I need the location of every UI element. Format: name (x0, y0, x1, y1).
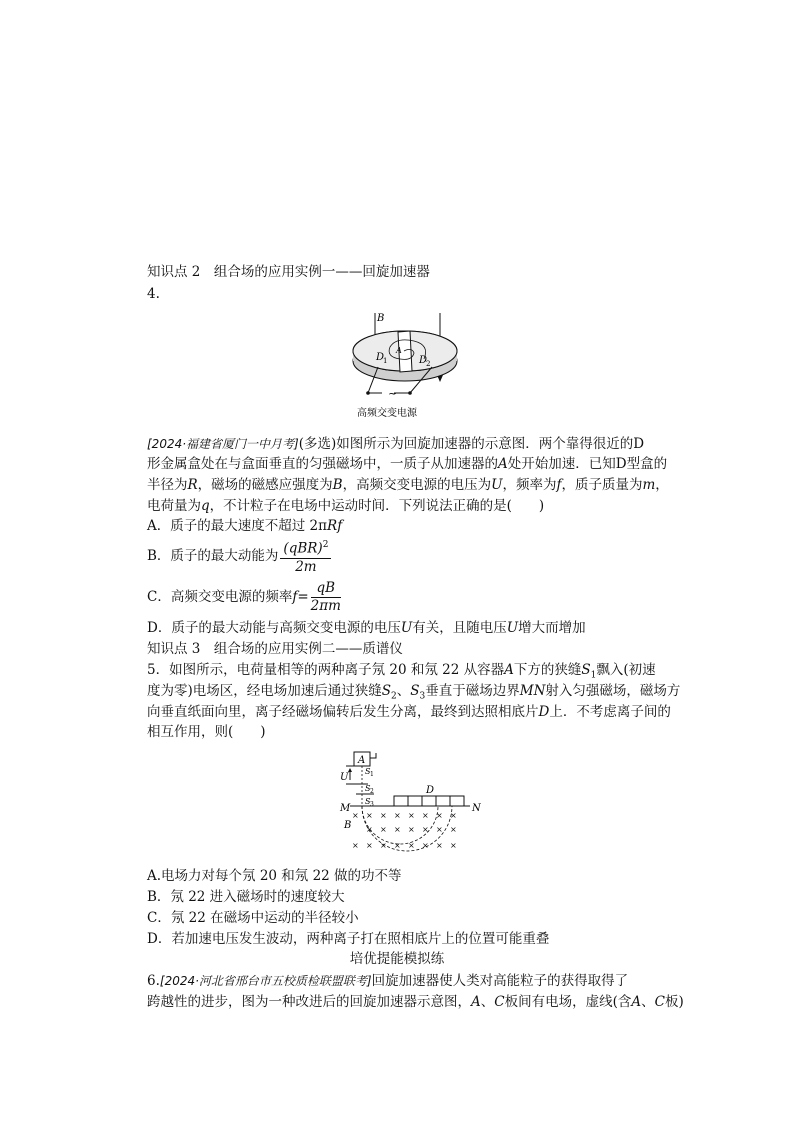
ac-symbol: ~ (388, 387, 398, 400)
svg-text:×: × (422, 811, 429, 820)
q4-option-a: A．质子的最大速度不超过 2πRf (147, 518, 343, 534)
question-number: 4. (147, 286, 160, 302)
svg-text:×: × (366, 841, 373, 850)
svg-text:×: × (436, 841, 443, 850)
section-title: 知识点 3 组合场的应用实例二——质谱仪 (147, 641, 403, 657)
q5-option-d: D．若加速电压发生波动，两种离子打在照相底片上的位置可能重叠 (147, 931, 550, 947)
svg-text:×: × (450, 841, 457, 850)
q5-line1: 5．如图所示，电荷量相等的两种离子氖 20 和氖 22 从容器A下方的狭缝$S_1$飘入(初速 (147, 662, 656, 681)
label-S3: S (365, 797, 371, 806)
svg-text:×: × (436, 825, 443, 834)
label-S2: S (365, 784, 371, 793)
label-U: U (340, 772, 349, 783)
svg-text:×: × (380, 811, 387, 820)
svg-text:×: × (408, 841, 415, 850)
q6-line2: 跨越性的进步，图为一种改进后的回旋加速器示意图，A、C板间有电场，虚线(含A、C板) (147, 994, 684, 1010)
svg-text:×: × (408, 825, 415, 834)
label-S1: S (365, 767, 371, 776)
q5-line3: 向垂直纸面向里，离子经磁场偏转后发生分离，最终到达照相底片D上．不考虑离子间的 (147, 704, 671, 720)
svg-text:×: × (352, 841, 359, 850)
q4-line3: 半径为R，磁场的磁感应强度为B，高频交变电源的电压为U，频率为f，质子质量为m， (147, 477, 669, 493)
q5-option-a: A.电场力对每个氖 20 和氖 22 做的功不等 (147, 868, 402, 884)
q6-line1: 6.[2024·河北省邢台市五校质检联盟联考]回旋加速器使人类对高能粒子的获得取得了 (147, 973, 629, 989)
q4-option-b: B．质子的最大动能为 $\frac{(qBR)^2}{2m}$ (147, 537, 333, 576)
q4-option-c: C．高频交变电源的频率f= $\frac{qB}{2\pi m}$ (147, 580, 341, 614)
label-M: M (340, 803, 351, 814)
svg-text:×: × (380, 841, 387, 850)
label-B: B (377, 313, 385, 324)
q5-line2: 度为零)电场区，经电场加速后通过狭缝$S_2$、$S_3$垂直于磁场边界MN射入匀强磁场，磁场方 (147, 683, 681, 702)
cyclotron-figure (340, 305, 470, 423)
q4-line1: [2024·福建省厦门一中月考](多选)如图所示为回旋加速器的示意图．两个靠得很近的D (147, 436, 645, 452)
svg-text:1: 1 (370, 771, 374, 778)
label-D: D (426, 785, 435, 796)
svg-text:×: × (366, 811, 373, 820)
svg-text:×: × (450, 811, 457, 820)
svg-text:×: × (352, 811, 359, 820)
svg-text:×: × (380, 825, 387, 834)
section-heading: 培优提能模拟练 (349, 951, 445, 967)
label-A: A (358, 755, 366, 766)
svg-text:×: × (422, 825, 429, 834)
mass-spectrometer-figure (338, 748, 488, 860)
q5-line4: 相互作用，则( ) (147, 724, 266, 740)
svg-text:×: × (394, 811, 401, 820)
q4-line2: 形金属盒处在与盒面垂直的匀强磁场中，一质子从加速器的A处开始加速．已知D型盒的 (147, 456, 668, 472)
svg-text:×: × (436, 811, 443, 820)
svg-text:2: 2 (370, 788, 374, 795)
svg-text:×: × (422, 841, 429, 850)
label-D1-sub: 1 (383, 357, 388, 365)
svg-text:×: × (394, 841, 401, 850)
label-N: N (472, 803, 481, 814)
svg-text:×: × (366, 825, 373, 834)
q4-option-d: D．质子的最大动能与高频交变电源的电压U有关，且随电压U增大而增加 (147, 620, 586, 636)
label-D1: D (376, 352, 385, 363)
svg-text:×: × (450, 825, 457, 834)
magnetic-field-crosses (352, 811, 457, 850)
label-B: B (344, 820, 352, 831)
svg-text:3: 3 (370, 801, 374, 808)
label-D2: D (419, 355, 428, 366)
section-title: 知识点 2 组合场的应用实例一——回旋加速器 (147, 264, 430, 280)
svg-text:×: × (394, 825, 401, 834)
label-D2-sub: 2 (426, 360, 431, 368)
q5-option-c: C．氖 22 在磁场中运动的半径较小 (147, 910, 359, 926)
q4-line4: 电荷量为q，不计粒子在电场中运动时间．下列说法正确的是( ) (147, 498, 545, 514)
q5-option-b: B．氖 22 进入磁场时的速度较大 (147, 889, 345, 905)
figure-caption: 高频交变电源 (357, 408, 417, 419)
label-A: A (396, 346, 402, 355)
svg-text:×: × (408, 811, 415, 820)
